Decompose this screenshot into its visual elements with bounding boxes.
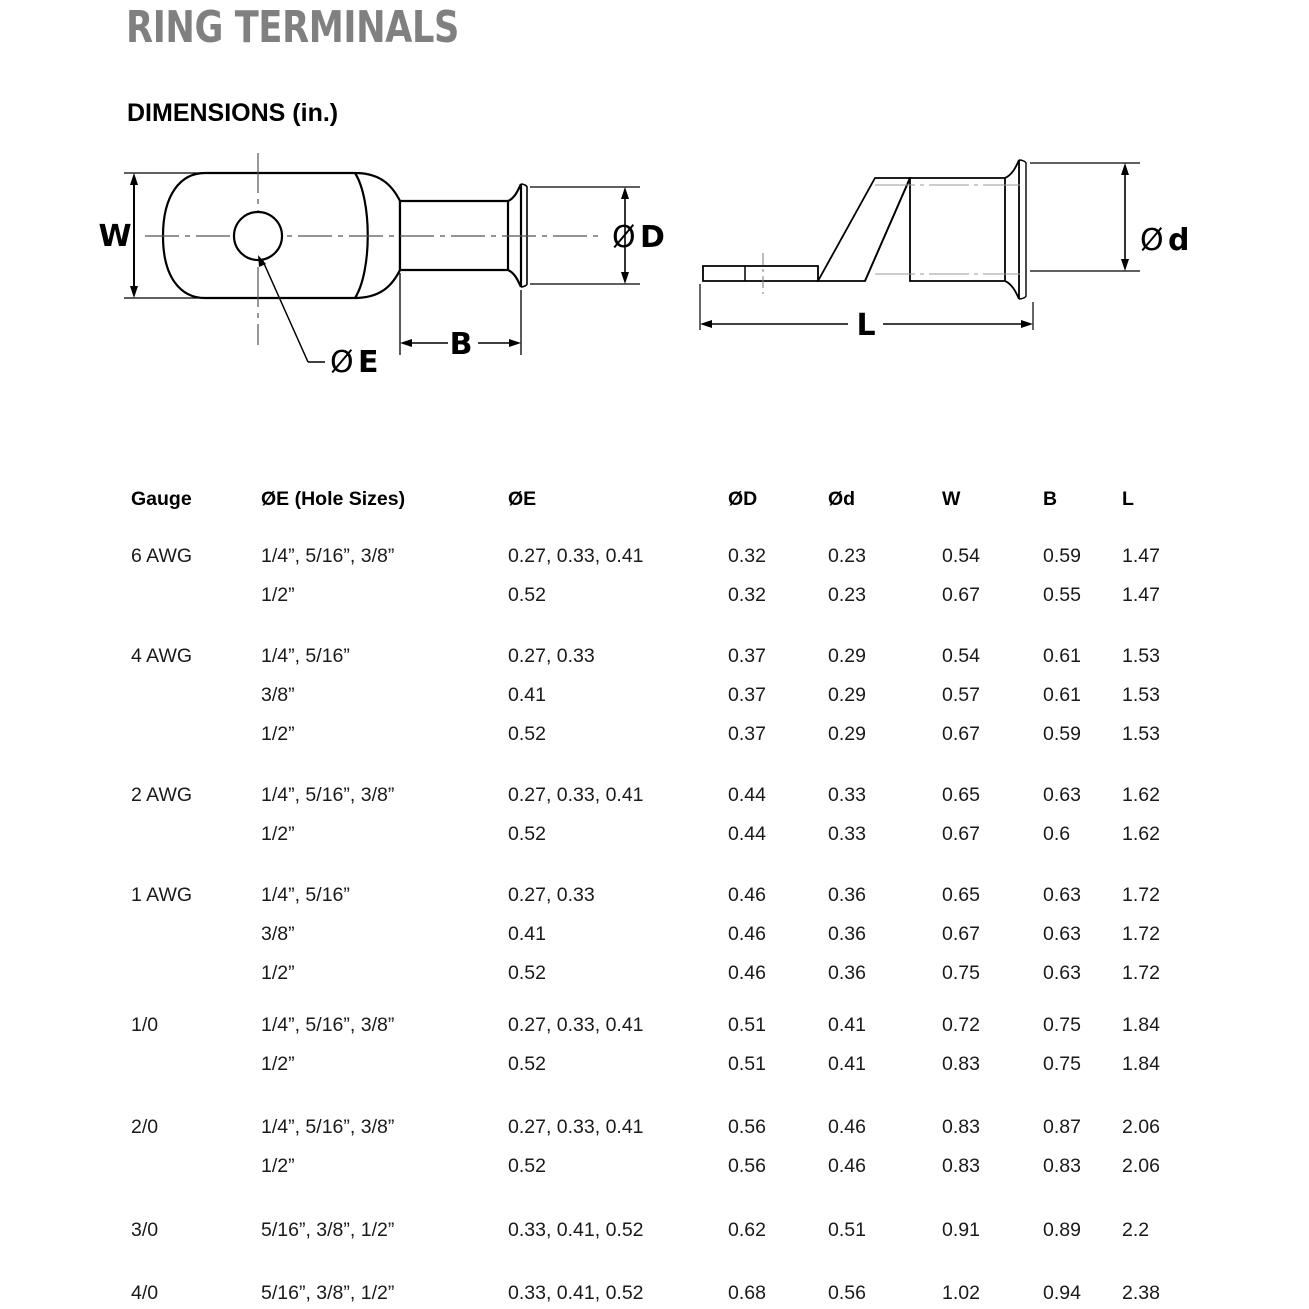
table-cell-w: 0.67 — [942, 823, 980, 845]
table-cell-b: 0.61 — [1043, 684, 1081, 706]
table-cell-od: 0.62 — [728, 1219, 766, 1241]
diagram-svg — [0, 140, 1309, 420]
table-cell-w: 0.65 — [942, 884, 980, 906]
table-cell-hole-sizes: 1/4”, 5/16” — [261, 645, 350, 667]
table-cell-od-lower: 0.29 — [828, 684, 866, 706]
table-cell-od-lower: 0.51 — [828, 1219, 866, 1241]
table-cell-b: 0.6 — [1043, 823, 1071, 845]
table-cell-oe: 0.27, 0.33, 0.41 — [508, 1116, 644, 1138]
table-cell-b: 0.63 — [1043, 784, 1081, 806]
table-cell-oe: 0.52 — [508, 723, 546, 745]
table-cell-oe: 0.52 — [508, 1053, 546, 1075]
table-cell-od-lower: 0.56 — [828, 1282, 866, 1304]
table-cell-od: 0.37 — [728, 684, 766, 706]
table-cell-gauge: 3/0 — [131, 1219, 159, 1241]
table-cell-b: 0.94 — [1043, 1282, 1081, 1304]
table-cell-w: 0.75 — [942, 962, 980, 984]
table-cell-od-lower: 0.41 — [828, 1053, 866, 1075]
column-header-l: L — [1122, 488, 1134, 510]
table-cell-w: 0.54 — [942, 645, 980, 667]
table-cell-w: 0.67 — [942, 584, 980, 606]
table-cell-w: 0.57 — [942, 684, 980, 706]
table-cell-w: 1.02 — [942, 1282, 980, 1304]
table-cell-b: 0.75 — [1043, 1053, 1081, 1075]
table-cell-oe: 0.33, 0.41, 0.52 — [508, 1282, 644, 1304]
table-cell-od: 0.46 — [728, 923, 766, 945]
table-cell-b: 0.59 — [1043, 723, 1081, 745]
table-cell-oe: 0.27, 0.33, 0.41 — [508, 545, 644, 567]
page-title: RING TERMINALS — [126, 2, 459, 53]
oe-diameter-symbol: Ø — [330, 345, 354, 380]
table-cell-w: 0.72 — [942, 1014, 980, 1036]
table-cell-oe: 0.52 — [508, 1155, 546, 1177]
table-cell-b: 0.83 — [1043, 1155, 1081, 1177]
table-cell-l: 2.06 — [1122, 1155, 1160, 1177]
table-cell-hole-sizes: 1/2” — [261, 823, 295, 845]
table-cell-od-lower: 0.46 — [828, 1155, 866, 1177]
table-cell-w: 0.67 — [942, 723, 980, 745]
table-cell-hole-sizes: 3/8” — [261, 684, 295, 706]
table-cell-b: 0.63 — [1043, 923, 1081, 945]
table-cell-b: 0.55 — [1043, 584, 1081, 606]
table-cell-od: 0.32 — [728, 584, 766, 606]
table-cell-od-lower: 0.29 — [828, 723, 866, 745]
side-barrel-rim-bottom — [1019, 296, 1026, 299]
side-barrel-flare-bottom — [1005, 281, 1019, 299]
table-cell-gauge: 4 AWG — [131, 645, 193, 667]
column-header-gauge: Gauge — [131, 488, 192, 510]
table-cell-hole-sizes: 1/2” — [261, 1053, 295, 1075]
od-lower-dimension-arrow — [1030, 163, 1140, 271]
column-header-oe: ØE — [508, 488, 537, 510]
table-cell-oe: 0.52 — [508, 823, 546, 845]
table-cell-od-lower: 0.36 — [828, 884, 866, 906]
table-cell-oe: 0.27, 0.33, 0.41 — [508, 784, 644, 806]
table-cell-hole-sizes: 3/8” — [261, 923, 295, 945]
table-cell-oe: 0.27, 0.33 — [508, 645, 595, 667]
table-cell-b: 0.89 — [1043, 1219, 1081, 1241]
od-diameter-symbol: Ø — [612, 220, 636, 255]
side-barrel-body — [910, 178, 1005, 281]
od-label: D — [640, 220, 665, 255]
dimension-diagrams — [0, 140, 1309, 420]
table-cell-oe: 0.52 — [508, 584, 546, 606]
table-cell-b: 0.75 — [1043, 1014, 1081, 1036]
side-barrel-flare-top — [1005, 160, 1019, 178]
table-cell-b: 0.59 — [1043, 545, 1081, 567]
table-cell-od: 0.32 — [728, 545, 766, 567]
table-cell-od: 0.37 — [728, 645, 766, 667]
table-cell-l: 1.53 — [1122, 684, 1160, 706]
column-header-od: ØD — [728, 488, 758, 510]
table-cell-od: 0.56 — [728, 1116, 766, 1138]
table-cell-l: 2.38 — [1122, 1282, 1160, 1304]
w-label: W — [98, 219, 132, 254]
table-cell-hole-sizes: 1/2” — [261, 962, 295, 984]
table-cell-od-lower: 0.23 — [828, 584, 866, 606]
table-cell-oe: 0.27, 0.33, 0.41 — [508, 1014, 644, 1036]
table-cell-od-lower: 0.29 — [828, 645, 866, 667]
table-cell-w: 0.83 — [942, 1053, 980, 1075]
table-cell-gauge: 2/0 — [131, 1116, 159, 1138]
table-cell-od: 0.44 — [728, 823, 766, 845]
table-cell-od: 0.46 — [728, 884, 766, 906]
barrel-flare-bottom — [508, 270, 521, 287]
table-cell-l: 1.72 — [1122, 962, 1160, 984]
table-cell-l: 1.84 — [1122, 1014, 1160, 1036]
odd-diameter-symbol: Ø — [1140, 223, 1164, 258]
table-cell-oe: 0.41 — [508, 684, 546, 706]
table-cell-l: 1.53 — [1122, 723, 1160, 745]
bolt-hole-circle — [234, 212, 282, 260]
ring-terminal-side-view — [700, 160, 1189, 343]
table-cell-hole-sizes: 1/2” — [261, 584, 295, 606]
table-cell-od-lower: 0.41 — [828, 1014, 866, 1036]
table-cell-hole-sizes: 1/4”, 5/16”, 3/8” — [261, 784, 395, 806]
table-cell-b: 0.63 — [1043, 884, 1081, 906]
table-cell-w: 0.83 — [942, 1116, 980, 1138]
column-header-hole-sizes: ØE (Hole Sizes) — [261, 488, 406, 510]
table-cell-od-lower: 0.33 — [828, 823, 866, 845]
table-cell-hole-sizes: 1/2” — [261, 1155, 295, 1177]
l-label: L — [856, 308, 876, 343]
table-cell-od: 0.68 — [728, 1282, 766, 1304]
table-cell-l: 1.53 — [1122, 645, 1160, 667]
table-cell-w: 0.65 — [942, 784, 980, 806]
column-header-w: W — [942, 488, 961, 510]
table-cell-gauge: 1 AWG — [131, 884, 193, 906]
odd-label: d — [1168, 223, 1190, 258]
table-cell-b: 0.87 — [1043, 1116, 1081, 1138]
table-cell-gauge: 6 AWG — [131, 545, 193, 567]
table-cell-od-lower: 0.33 — [828, 784, 866, 806]
table-cell-w: 0.67 — [942, 923, 980, 945]
table-cell-hole-sizes: 1/4”, 5/16”, 3/8” — [261, 1014, 395, 1036]
table-cell-od-lower: 0.36 — [828, 962, 866, 984]
table-cell-l: 2.2 — [1122, 1219, 1150, 1241]
ring-terminal-top-view — [98, 153, 664, 380]
table-cell-od-lower: 0.23 — [828, 545, 866, 567]
table-cell-gauge: 2 AWG — [131, 784, 193, 806]
table-cell-l: 1.84 — [1122, 1053, 1160, 1075]
table-cell-od: 0.44 — [728, 784, 766, 806]
table-cell-od: 0.37 — [728, 723, 766, 745]
table-cell-od: 0.51 — [728, 1053, 766, 1075]
table-cell-od: 0.51 — [728, 1014, 766, 1036]
table-cell-oe: 0.52 — [508, 962, 546, 984]
table-cell-l: 1.62 — [1122, 784, 1160, 806]
table-cell-b: 0.61 — [1043, 645, 1081, 667]
barrel-flare-top — [508, 184, 521, 201]
table-cell-w: 0.54 — [942, 545, 980, 567]
table-cell-l: 1.72 — [1122, 884, 1160, 906]
table-cell-w: 0.83 — [942, 1155, 980, 1177]
table-cell-gauge: 4/0 — [131, 1282, 159, 1304]
table-cell-hole-sizes: 1/4”, 5/16”, 3/8” — [261, 1116, 395, 1138]
table-cell-hole-sizes: 1/4”, 5/16”, 3/8” — [261, 545, 395, 567]
table-cell-od-lower: 0.36 — [828, 923, 866, 945]
table-cell-l: 2.06 — [1122, 1116, 1160, 1138]
table-cell-l: 1.72 — [1122, 923, 1160, 945]
table-cell-hole-sizes: 1/4”, 5/16” — [261, 884, 350, 906]
table-cell-l: 1.47 — [1122, 584, 1160, 606]
table-cell-hole-sizes: 5/16”, 3/8”, 1/2” — [261, 1282, 395, 1304]
section-subtitle: DIMENSIONS (in.) — [127, 99, 339, 127]
table-cell-oe: 0.33, 0.41, 0.52 — [508, 1219, 644, 1241]
table-cell-w: 0.91 — [942, 1219, 980, 1241]
table-cell-oe: 0.41 — [508, 923, 546, 945]
b-label: B — [449, 327, 473, 362]
side-transition-ramp — [818, 178, 910, 281]
table-cell-hole-sizes: 1/2” — [261, 723, 295, 745]
table-cell-gauge: 1/0 — [131, 1014, 159, 1036]
table-cell-oe: 0.27, 0.33 — [508, 884, 595, 906]
table-cell-l: 1.47 — [1122, 545, 1160, 567]
table-cell-b: 0.63 — [1043, 962, 1081, 984]
table-cell-od: 0.56 — [728, 1155, 766, 1177]
oe-label: E — [358, 345, 379, 380]
table-cell-hole-sizes: 5/16”, 3/8”, 1/2” — [261, 1219, 395, 1241]
table-cell-l: 1.62 — [1122, 823, 1160, 845]
column-header-od-lower: Ød — [828, 488, 856, 510]
side-tongue-flat — [703, 266, 818, 281]
side-barrel-rim-top — [1019, 160, 1026, 163]
table-cell-od-lower: 0.46 — [828, 1116, 866, 1138]
column-header-b: B — [1043, 488, 1058, 510]
table-cell-od: 0.46 — [728, 962, 766, 984]
